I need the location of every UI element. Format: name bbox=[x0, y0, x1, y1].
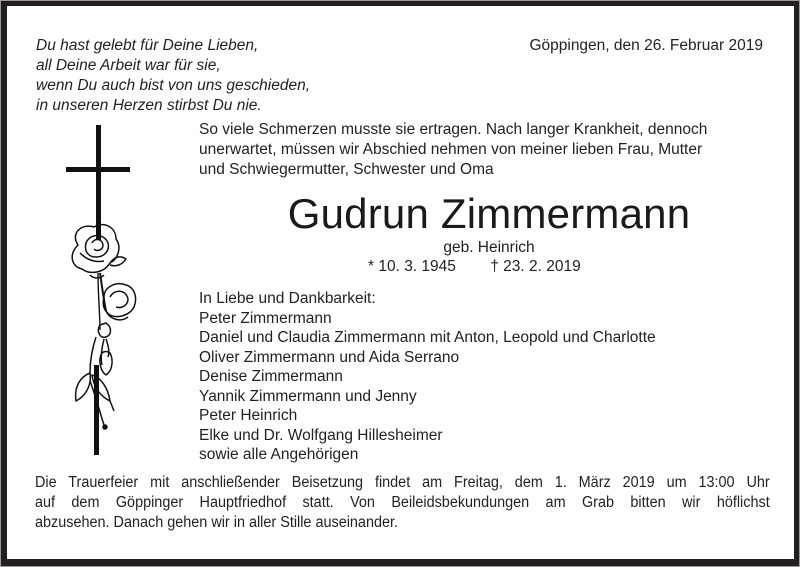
mourner-entry: Peter Heinrich bbox=[199, 407, 298, 424]
memorial-poem bbox=[36, 36, 310, 116]
mourner-entry: Yannik Zimmermann und Jenny bbox=[199, 387, 417, 405]
mourner-entry: sowie alle Angehörigen bbox=[199, 446, 359, 463]
poem-line: in unseren Herzen stirbst Du nie. bbox=[36, 97, 262, 114]
intro-text bbox=[199, 120, 779, 180]
mourners-list bbox=[199, 289, 656, 465]
funeral-line: Die Trauerfeier mit anschließender Beisetzung findet am Freitag, dem 1. März 2019 um 13:00 Uhr bbox=[35, 474, 770, 491]
funeral-line: abzusehen. Danach gehen wir in aller Stille auseinander. bbox=[35, 514, 399, 531]
mourner-entry: Elke und Dr. Wolfgang Hillesheimer bbox=[199, 426, 443, 444]
life-dates bbox=[368, 257, 581, 276]
mourner-entry: Daniel und Claudia Zimmermann mit Anton, Leopold und Charlotte bbox=[199, 329, 656, 346]
death-date: † 23. 2. 2019 bbox=[490, 258, 581, 275]
poem-line: wenn Du auch bist von uns geschieden, bbox=[36, 77, 311, 94]
place-date: Göppingen, den 26. Februar 2019 bbox=[529, 37, 763, 54]
mourner-entry: Denise Zimmermann bbox=[199, 368, 343, 385]
cross-with-roses-icon bbox=[60, 125, 170, 455]
deceased-name: Gudrun Zimmermann bbox=[287, 190, 691, 237]
mourners-heading: In Liebe und Dankbarkeit: bbox=[199, 290, 376, 307]
mourner-entry: Peter Zimmermann bbox=[199, 309, 332, 327]
funeral-notice bbox=[35, 473, 770, 533]
poem-line: all Deine Arbeit war für sie, bbox=[36, 57, 221, 74]
intro-line: und Schwiegermutter, Schwester und Oma bbox=[199, 161, 494, 178]
birth-date: * 10. 3. 1945 bbox=[368, 258, 456, 275]
poem-line: Du hast gelebt für Deine Lieben, bbox=[36, 37, 259, 54]
intro-line: So viele Schmerzen musste sie ertragen. Nach langer Krankheit, dennoch bbox=[199, 121, 708, 138]
funeral-line: auf dem Göppinger Hauptfriedhof statt. Von Beileidsbekundungen am Grab bitten wir höflichst bbox=[35, 494, 770, 511]
mourner-entry: Oliver Zimmermann und Aida Serrano bbox=[199, 348, 460, 366]
maiden-name: geb. Heinrich bbox=[443, 239, 535, 256]
intro-line: unerwartet, müssen wir Abschied nehmen von meiner lieben Frau, Mutter bbox=[199, 141, 703, 158]
